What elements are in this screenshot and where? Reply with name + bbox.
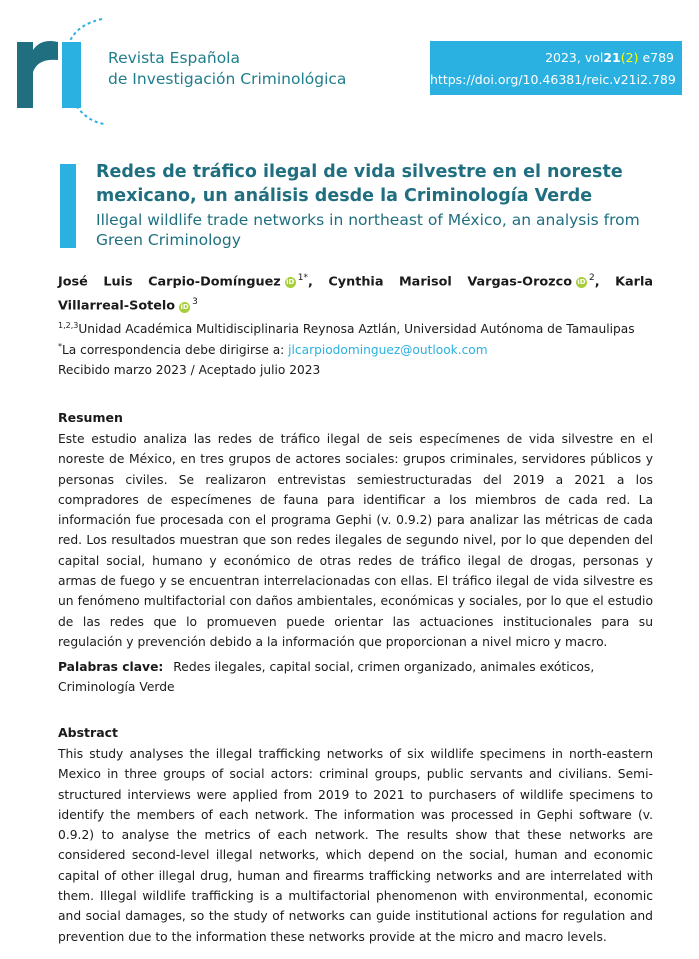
- author-1-sup: 1*: [297, 273, 308, 283]
- volume-line: [430, 47, 674, 69]
- correspondence-text: La correspondencia debe dirigirse a:: [62, 343, 289, 358]
- year-vol-prefix: 2023, vol: [545, 50, 604, 65]
- keywords: [58, 657, 653, 698]
- journal-name-line2: de Investigación Criminológica: [108, 70, 347, 88]
- affiliation-text: Unidad Académica Multidisciplinaria Reynosa Aztlán, Universidad Autónoma de Tamaulipas: [78, 322, 635, 337]
- author-3: Karla Villarreal-Sotelo: [58, 274, 653, 314]
- issue-number: (2): [620, 50, 639, 65]
- author-2: Cynthia Marisol Vargas-Orozco: [328, 274, 572, 290]
- correspondence-sup: *: [58, 342, 62, 352]
- correspondence-email[interactable]: jlcarpiodominguez@outlook.com: [288, 343, 488, 358]
- resumen-heading: Resumen: [58, 410, 123, 425]
- abstract-heading: Abstract: [58, 725, 119, 740]
- journal-logo: [14, 16, 114, 126]
- title-spanish: Redes de tráfico ilegal de vida silvestre en el noreste mexicano, un análisis desde la Criminología Verde: [96, 162, 623, 206]
- volume-number: 21: [603, 50, 621, 65]
- affiliation-sup: 1,2,3: [58, 321, 79, 330]
- journal-name-line1: Revista Española: [108, 49, 240, 67]
- doi-link[interactable]: https://doi.org/10.46381/reic.v21i2.789: [430, 72, 676, 87]
- received-dates: Recibido marzo 2023 / Aceptado julio 2023: [58, 363, 321, 377]
- keywords-label: Palabras clave:: [58, 660, 164, 674]
- author-1: José Luis Carpio-Domínguez: [58, 274, 281, 290]
- abstract-text: This study analyses the illegal trafficking networks of six wildlife specimens in north-eastern Mexico in three groups of social actors: criminal groups, public servants and civilians. Semi-structured interviews were applied from 2019 to 2021 to purchasers of wildlife specimens to identify the members of each network. The information was processed in Gephi software (v. 0.9.2) to analyse the metrics of each network. The results show that these networks are considered second-level illegal networks, which depend on the social, human and economic capital of other illegal drug, human and firearms trafficking networks and are interrelated with them. Illegal wildlife trafficking is a multifactorial phenomenon with environmental, economic and social damages, so the study of networks can guide institutional actions for regulation and prevention due to the information these networks provide at the micro and macro levels.: [58, 747, 653, 944]
- author-list: José Luis Carpio-Domínguez iD $^{1*}$, Cynthia Marisol Vargas-Orozco iD $^2$, Karla Villarreal-Sotelo iD $^3$: [58, 273, 653, 314]
- orcid-icon[interactable]: iD: [286, 278, 295, 287]
- journal-name: [108, 48, 346, 90]
- orcid-icon[interactable]: iD: [577, 278, 586, 287]
- article-number: e789: [638, 50, 674, 65]
- affiliation-line: [58, 317, 653, 338]
- resumen-text: Este estudio analiza las redes de tráfico ilegal de seis especímenes de vida silvestre en el noreste de México, en tres grupos de actores sociales: grupos criminales, servidores públicos y personas civiles. Se realizaron entrevistas semiestructuradas del 2019 a 2021 a los compradores de especímenes de fauna para identificar a los miembros de cada red. La información fue procesada con el programa Gephi (v. 0.9.2) para analizar las métricas de cada red. Los resultados muestran que son redes ilegales de segundo nivel, por lo que dependen del capital social, humano y económico de otras redes de tráfico ilegal de drogas, personas y armas de fuego y se encuentran interrelacionadas con ellas. El tráfico ilegal de vida silvestre es un fenómeno multifactorial con daños ambientales, económicas y sociales, por lo que el estudio de las redes que lo promueven puede orientar las actuaciones institucionales para su regulación y prevención debido a la información que proporcionan a nivel micro y macro.: [58, 432, 653, 649]
- correspondence-line: [58, 338, 653, 359]
- title-english: Illegal wildlife trade networks in northeast of México, an analysis from Green Criminology: [96, 211, 640, 249]
- affiliation-block: [58, 317, 653, 359]
- citation-box: [430, 41, 682, 95]
- author-2-sup: 2: [589, 273, 595, 283]
- title-accent-bar: [60, 164, 76, 248]
- orcid-icon[interactable]: iD: [180, 302, 189, 311]
- author-3-sup: 3: [192, 297, 198, 308]
- keywords-text: Redes ilegales, capital social, crimen organizado, animales exóticos, Criminología Verde: [58, 660, 595, 695]
